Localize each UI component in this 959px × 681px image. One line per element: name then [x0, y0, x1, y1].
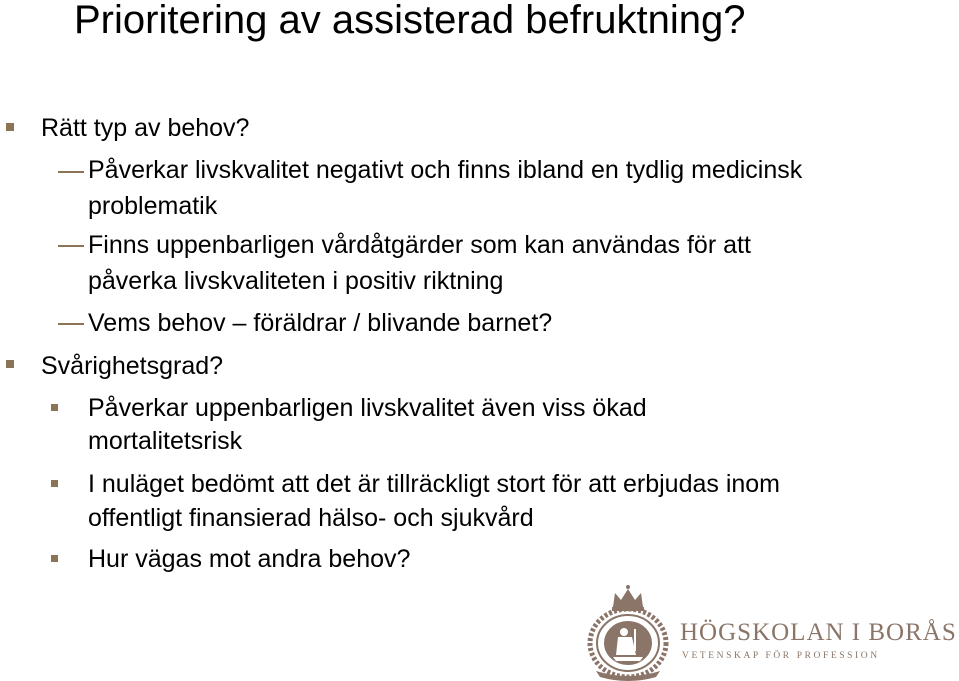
logo-tagline: VETENSKAP FÖR PROFESSION: [682, 651, 880, 661]
bullet-square-icon: [6, 123, 14, 131]
dash-bullet-icon: [58, 245, 84, 247]
sub-bullet-line: Vems behov – föräldrar / blivande barnet?: [88, 309, 553, 337]
dash-bullet-icon: [58, 323, 84, 325]
bullet-level1-need-type: Rätt typ av behov?: [41, 114, 250, 142]
sub-bullet-line: påverka livskvaliteten i positiv riktning: [88, 267, 504, 295]
sub-bullet-line: Påverkar uppenbarligen livskvalitet även viss ökad: [88, 394, 647, 422]
sub-bullet-line: Påverkar livskvalitet negativt och finns ibland en tydlig medicinsk: [88, 156, 803, 184]
sub-bullet-line: I nuläget bedömt att det är tillräckligt stort för att erbjudas inom: [88, 470, 781, 498]
bullet-level1-severity: Svårighetsgrad?: [41, 352, 224, 380]
sub-bullet-line: problematik: [88, 192, 218, 220]
sub-bullet-line: Finns uppenbarligen vårdåtgärder som kan användas för att: [88, 231, 751, 259]
bullet-square-icon: [6, 360, 14, 368]
logo-name: HÖGSKOLAN I BORÅS: [680, 619, 957, 646]
crest-icon: [582, 583, 674, 681]
bullet-square-icon: [51, 555, 58, 562]
sub-bullet-line: mortalitetsrisk: [88, 427, 243, 455]
bullet-square-icon: [51, 404, 58, 411]
sub-bullet-line: offentligt finansierad hälso- och sjukvård: [88, 504, 534, 532]
bullet-square-icon: [51, 480, 58, 487]
university-logo: [582, 583, 959, 681]
dash-bullet-icon: [58, 171, 84, 173]
slide-title: Prioritering av assisterad befruktning?: [74, 0, 746, 42]
sub-bullet-line: Hur vägas mot andra behov?: [88, 545, 411, 573]
